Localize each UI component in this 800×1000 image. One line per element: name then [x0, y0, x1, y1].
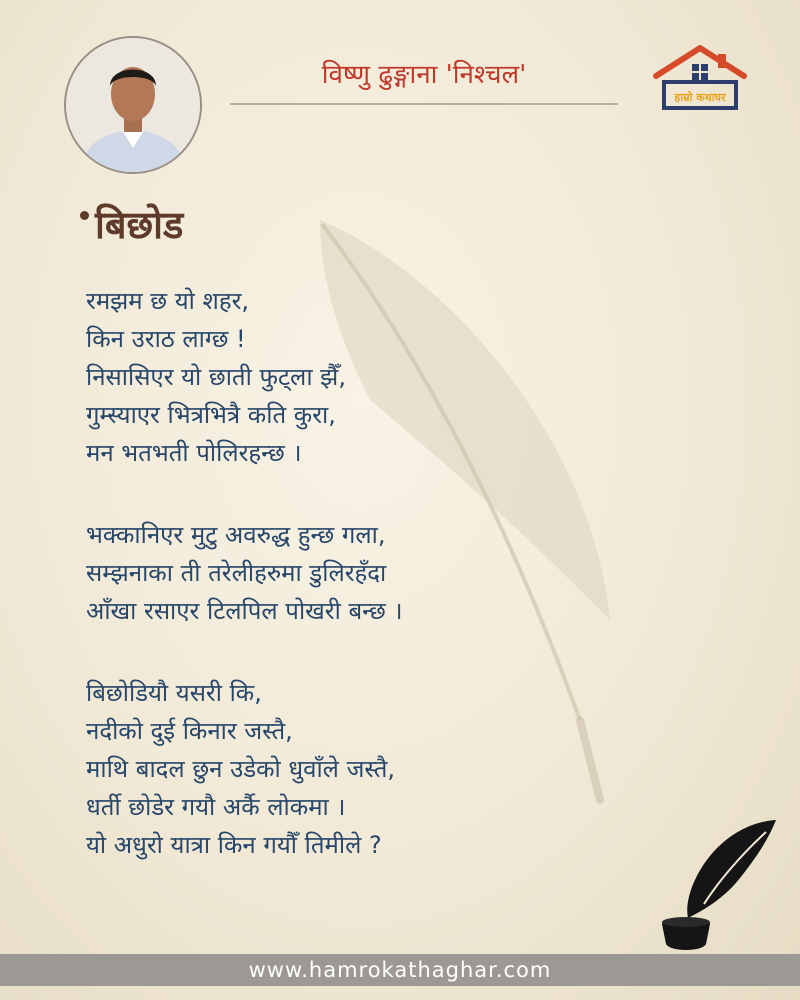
poem-title: बिछोड	[95, 203, 184, 247]
poem-title-row	[80, 200, 183, 250]
poem-line: बिछोडियौ यसरी कि,	[86, 679, 262, 707]
poem-line: धर्ती छोडेर गयौ अर्कै लोकमा ।	[86, 793, 346, 821]
poem-stanza	[86, 674, 646, 864]
poem-stanza	[86, 516, 646, 630]
poem-line: यो अधुरो यात्रा किन गयौँ तिमीले ?	[86, 831, 382, 859]
site-logo	[650, 42, 750, 122]
author-name: विष्णु ढुङ्गाना 'निश्चल'	[321, 60, 527, 90]
author-underline	[230, 103, 618, 105]
author-avatar	[64, 36, 202, 174]
poem-line: माथि बादल छुन उडेको धुवाँले जस्तै,	[86, 755, 396, 783]
poem-line: गुम्स्याएर भित्रभित्रै कति कुरा,	[86, 401, 336, 429]
quill-inkpot-icon	[652, 812, 780, 954]
poem-line: निसासिएर यो छाती फुट्ला झैँ,	[86, 363, 346, 391]
poem-body	[86, 282, 646, 908]
title-bullet-icon	[80, 211, 89, 220]
poem-line: भक्कानिएर मुटु अवरुद्ध हुन्छ गला,	[86, 521, 386, 549]
poem-line: आँखा रसाएर टिलपिल पोखरी बन्छ ।	[86, 597, 403, 625]
footer-website-url[interactable]: www.hamrokathaghar.com	[0, 954, 800, 986]
poem-line: सम्झनाका ती तरेलीहरुमा डुलिरहँदा	[86, 559, 387, 587]
poem-line: नदीको दुई किनार जस्तै,	[86, 717, 293, 745]
poem-line: किन उराठ लाग्छ !	[86, 325, 246, 353]
logo-text: हाम्रो कथाघर	[674, 91, 726, 104]
poem-line: मन भतभती पोलिरहन्छ ।	[86, 439, 302, 467]
poem-stanza	[86, 282, 646, 472]
poem-line: रमझम छ यो शहर,	[86, 287, 250, 315]
